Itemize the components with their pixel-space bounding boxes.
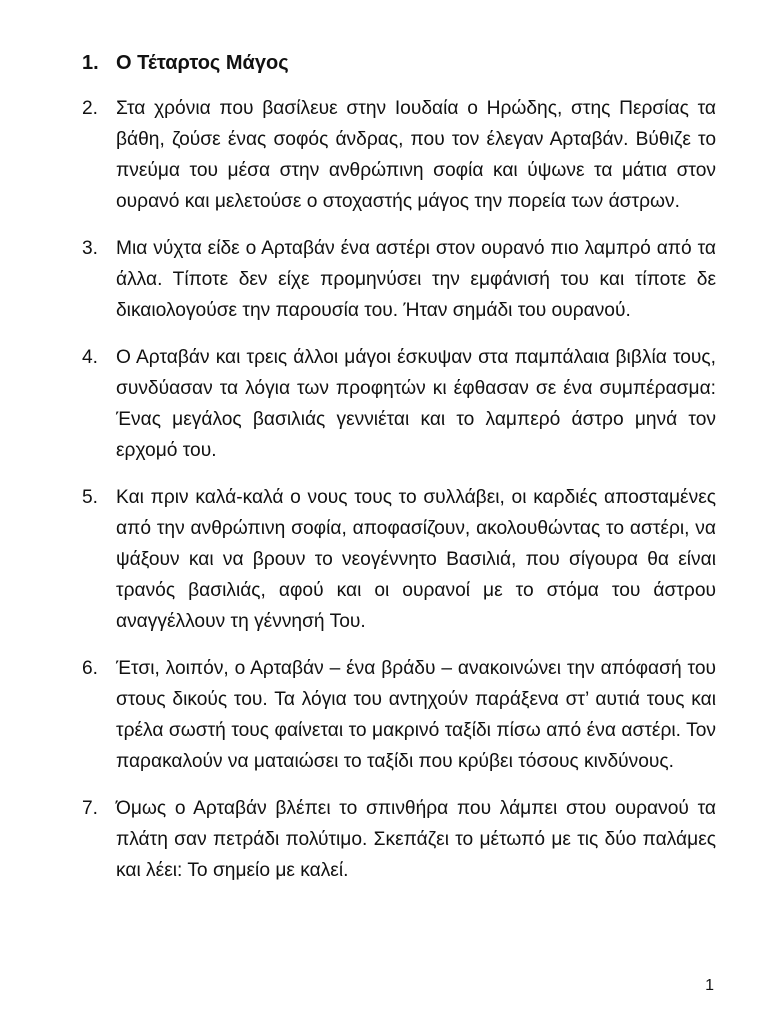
list-item-number: 5. <box>82 487 99 508</box>
paragraph-text: Ο Αρταβάν και τρεις άλλοι μάγοι έσκυψαν στα παμπάλαια βιβλία τους, συνδύασαν τα λόγια των προφητών κι έφθασαν σε ένα συμπέρασμα: Ένας μεγάλος βασιλιάς γεννιέται και το λαμπερό άστρο μηνά τον ερχομό του. <box>116 347 716 461</box>
list-item <box>82 793 716 886</box>
numbered-list <box>82 48 716 902</box>
list-item <box>82 482 716 637</box>
list-item <box>82 233 716 326</box>
list-item <box>82 93 716 217</box>
paragraph-text: Όμως ο Αρταβάν βλέπει το σπινθήρα που λάμπει στου ουρανού τα πλάτη σαν πετράδι πολύτιμο. Σκεπάζει το μέτωπό με τις δύο παλάμες και λέει: Το σημείο με καλεί. <box>116 798 716 881</box>
list-item <box>82 342 716 466</box>
list-item-number: 2. <box>82 98 99 119</box>
list-item-number: 3. <box>82 238 99 259</box>
paragraph-text: Στα χρόνια που βασίλευε στην Ιουδαία ο Ηρώδης, στης Περσίας τα βάθη, ζούσε ένας σοφός άνδρας, που τον έλεγαν Αρταβάν. Βύθιζε το πνεύμα του μέσα στην ανθρώπινη σοφία και ύψωνε τα μάτια στον ουρανό και μελετούσε ο στοχαστής μάγος την πορεία των άστρων. <box>116 98 716 212</box>
list-item-title <box>82 48 716 79</box>
list-item-number: 4. <box>82 347 99 368</box>
paragraph-text: Μια νύχτα είδε ο Αρταβάν ένα αστέρι στον ουρανό πιο λαμπρό από τα άλλα. Τίποτε δεν είχε προμηνύσει την εμφάνισή του και τίποτε δε δικαιολογούσε την παρουσία του. Ήταν σημάδι του ουρανού. <box>116 238 716 321</box>
page-number: 1 <box>705 977 714 994</box>
list-item <box>82 653 716 777</box>
paragraph-text: Έτσι, λοιπόν, ο Αρταβάν – ένα βράδυ – ανακοινώνει την απόφασή του στους δικούς του. Τα λόγια του αντηχούν παράξενα στ’ αυτιά τους και τρέλα σωστή τους φαίνεται το μακρινό ταξίδι πίσω από ένα αστέρι. Τον παρακαλούν να ματαιώσει το ταξίδι που κρύβει τόσους κινδύνους. <box>116 658 716 772</box>
list-item-number: 6. <box>82 658 99 679</box>
list-item-number: 7. <box>82 798 99 819</box>
paragraph-text: Και πριν καλά-καλά ο νους τους το συλλάβει, οι καρδιές αποσταμένες από την ανθρώπινη σοφία, αποφασίζουν, ακολουθώντας το αστέρι, να ψάξουν και να βρουν το νεογέννητο Βασιλιά, που σίγουρα θα είναι τρανός βασιλιάς, αφού και οι ουρανοί με το στόμα του άστρου αναγγέλλουν τη γέννησή Του. <box>116 487 716 632</box>
list-item-number: 1. <box>82 52 99 74</box>
document-title: Ο Τέταρτος Μάγος <box>116 52 289 74</box>
